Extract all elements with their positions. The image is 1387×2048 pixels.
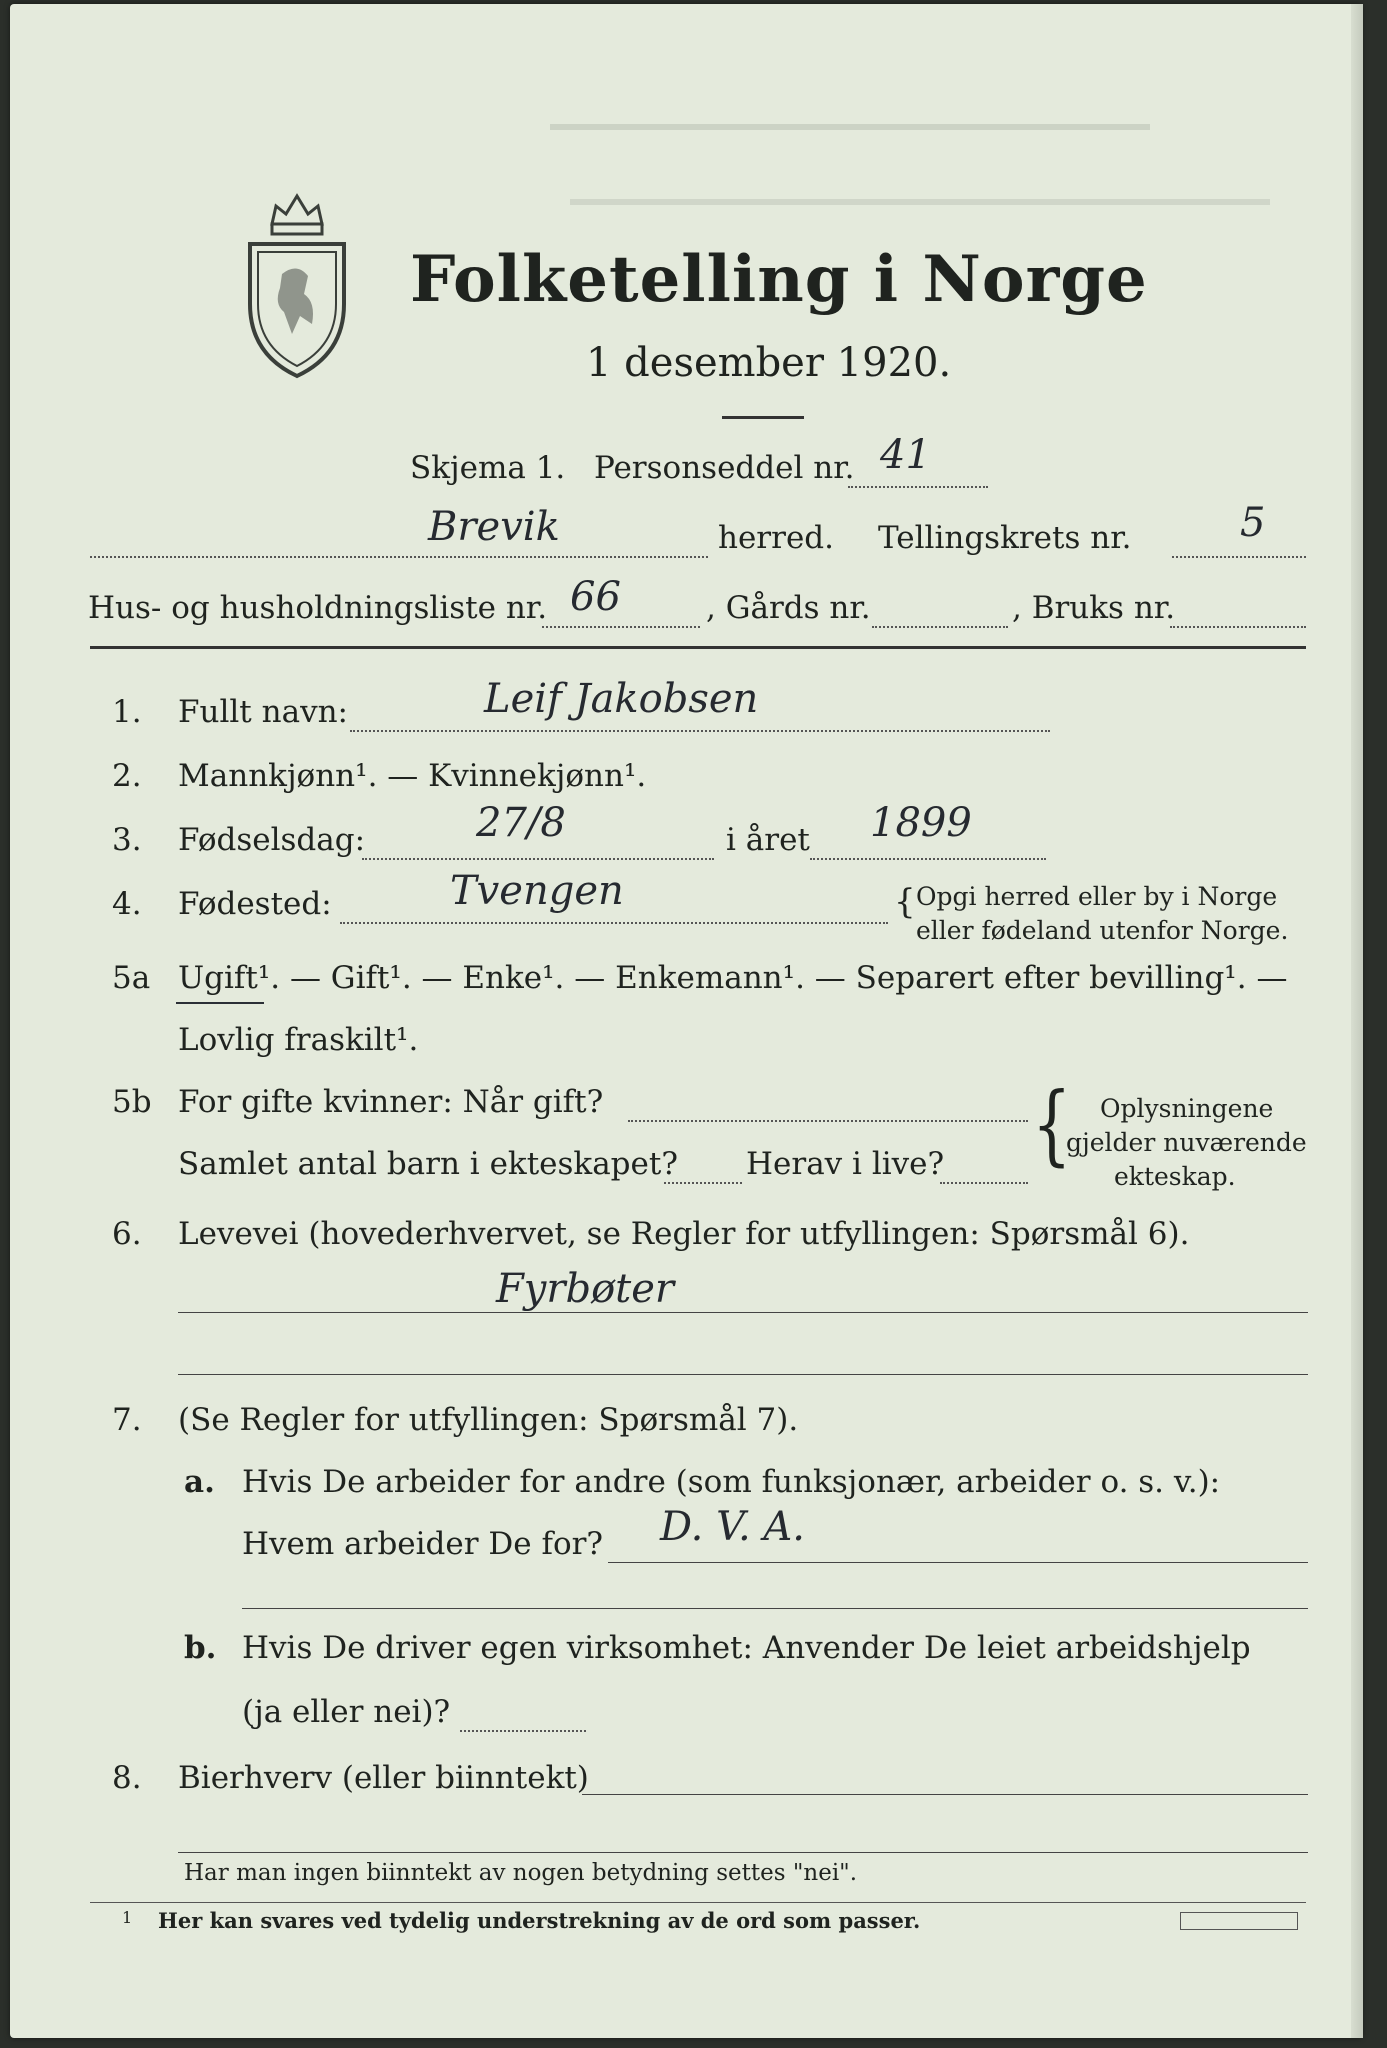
q6-number: 6. (112, 1216, 142, 1252)
q8-number: 8. (112, 1760, 142, 1796)
q7a-label: Hvis De arbeider for andre (som funksjonær, arbeider o. s. v.): (242, 1464, 1221, 1500)
form-date: 1 desember 1920. (586, 340, 952, 386)
q5b-label3: Herav i live? (746, 1146, 945, 1182)
side-income-field[interactable] (582, 1794, 1308, 1795)
show-through-mark (570, 199, 1270, 215)
occupation-field-2[interactable] (178, 1374, 1308, 1375)
q5a-number: 5a (112, 960, 151, 996)
hired-help-field[interactable] (460, 1730, 586, 1732)
footnote-mark: 1 (122, 1908, 133, 1927)
form-title: Folketelling i Norge (410, 242, 1148, 317)
tellingskrets-field[interactable] (1172, 556, 1306, 558)
q7a-label2: Hvem arbeider De for? (242, 1526, 604, 1562)
personseddel-field[interactable] (848, 486, 988, 488)
husholdning-value: 66 (570, 574, 621, 620)
q2-label[interactable]: Mannkjønn¹. — Kvinnekjønn¹. (178, 758, 647, 794)
birthplace-field[interactable] (340, 922, 888, 924)
q7b-label2: (ja eller nei)? (242, 1694, 451, 1730)
q5b-note-line3: ekteskap. (1114, 1162, 1236, 1191)
personseddel-label: Personseddel nr. (594, 450, 855, 486)
husholdning-label: Hus- og husholdningsliste nr. (88, 590, 548, 626)
q5b-label: For gifte kvinner: Når gift? (178, 1084, 604, 1120)
q4-number: 4. (112, 886, 142, 922)
tellingskrets-label: Tellingskrets nr. (878, 520, 1132, 556)
q1-label: Fullt navn: (178, 694, 348, 730)
tellingskrets-value: 5 (1240, 500, 1266, 546)
q7b-letter: b. (184, 1630, 217, 1666)
paper-edge (1351, 4, 1363, 2038)
birthyear-field[interactable] (810, 858, 1046, 860)
children-count-field[interactable] (664, 1182, 742, 1184)
q5b-number: 5b (112, 1084, 152, 1120)
gards-label: , Gårds nr. (706, 590, 871, 626)
footer-divider (90, 1902, 1306, 1903)
q8-label: Bierhverv (eller biinntekt) (178, 1760, 589, 1796)
employer-field[interactable] (608, 1562, 1308, 1563)
q3-label: Fødselsdag: (178, 822, 366, 858)
q7-label: (Se Regler for utfyllingen: Spørsmål 7). (178, 1402, 799, 1438)
fullname-value: Leif Jakobsen (484, 676, 759, 722)
header-divider (90, 646, 1306, 649)
employer-value: D. V. A. (660, 1504, 805, 1550)
occupation-value: Fyrbøter (496, 1266, 675, 1312)
herred-value: Brevik (428, 504, 560, 550)
q5b-note-line1: Oplysningene (1100, 1094, 1274, 1123)
q7-number: 7. (112, 1402, 142, 1438)
married-date-field[interactable] (628, 1120, 1028, 1122)
birthyear-value: 1899 (870, 800, 972, 846)
herred-field[interactable] (90, 556, 708, 558)
q3-year-label: i året (726, 822, 810, 858)
personseddel-value: 41 (880, 432, 931, 478)
q1-number: 1. (112, 694, 142, 730)
birthdate-value: 27/8 (476, 800, 566, 846)
q5b-note-line2: gjelder nuværende (1066, 1128, 1307, 1157)
show-through-mark (550, 124, 1150, 144)
q6-label: Levevei (hovederhvervet, se Regler for utfyllingen: Spørsmål 6). (178, 1216, 1190, 1252)
title-rule (722, 416, 804, 419)
q2-number: 2. (112, 758, 142, 794)
side-income-note: Har man ingen biinntekt av nogen betydning settes "nei". (184, 1860, 858, 1886)
q7b-label: Hvis De driver egen virksomhet: Anvender De leiet arbeidshjelp (242, 1630, 1251, 1666)
q5a-label[interactable]: Ugift¹. — Gift¹. — Enke¹. — Enkemann¹. — Separert efter bevilling¹. — (178, 960, 1288, 996)
birthdate-field[interactable] (362, 858, 714, 860)
gards-field[interactable] (872, 626, 1008, 628)
ugift-underline (176, 1002, 264, 1004)
q5b-brace: { (1032, 1073, 1072, 1176)
q5b-label2: Samlet antal barn i ekteskapet? (178, 1146, 678, 1182)
q4-note-line1: Opgi herred eller by i Norge (916, 882, 1278, 911)
bruks-label: , Bruks nr. (1012, 590, 1176, 626)
footnote: Her kan svares ved tydelig understrekning av de ord som passer. (158, 1908, 921, 1933)
bruks-field[interactable] (1170, 626, 1306, 628)
herred-label: herred. (718, 520, 834, 556)
side-income-field-2[interactable] (178, 1852, 1308, 1853)
children-alive-field[interactable] (940, 1182, 1028, 1184)
q5a-label2[interactable]: Lovlig fraskilt¹. (178, 1022, 419, 1058)
schema-label: Skjema 1. (410, 450, 566, 486)
q4-note-line2: eller fødeland utenfor Norge. (916, 916, 1289, 945)
q7a-letter: a. (184, 1464, 215, 1500)
q4-label: Fødested: (178, 886, 332, 922)
coat-of-arms-icon (242, 184, 352, 384)
birthplace-value: Tvengen (450, 868, 624, 914)
census-form (10, 4, 1362, 2038)
husholdning-field[interactable] (542, 626, 700, 628)
employer-field-2[interactable] (242, 1608, 1308, 1609)
q3-number: 3. (112, 822, 142, 858)
occupation-field[interactable] (178, 1312, 1308, 1313)
fullname-field[interactable] (350, 730, 1050, 732)
q4-brace: { (894, 882, 916, 922)
printer-stamp (1180, 1912, 1298, 1930)
